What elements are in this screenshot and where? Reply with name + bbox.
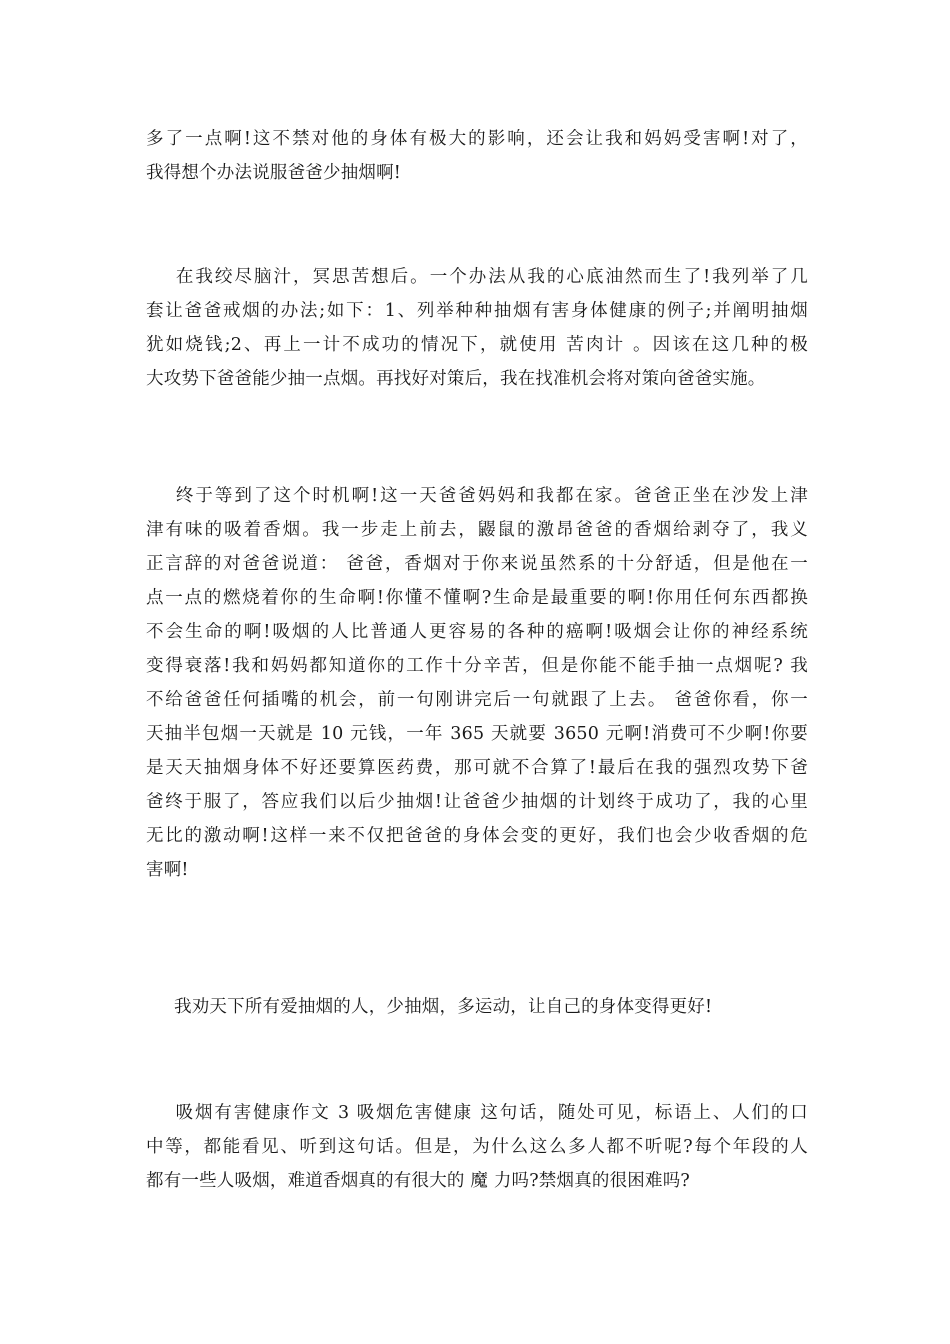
text-line: 津有味的吸着香烟。我一步走上前去，鼹鼠的激昂爸爸的香烟给剥夺了，我义 (146, 520, 808, 540)
text-line: 变得衰落!我和妈妈都知道你的工作十分辛苦，但是你能不能手抽一点烟呢? 我 (146, 656, 808, 676)
paragraph-5 (146, 1096, 808, 1198)
text-line: 不会生命的啊!吸烟的人比普通人更容易的各种的癌啊!吸烟会让你的神经系统 (146, 622, 808, 642)
text-line: 中等，都能看见、听到这句话。但是，为什么这么多人都不听呢?每个年段的人 (146, 1137, 808, 1157)
paragraph-3 (146, 479, 808, 887)
text-line: 犹如烧钱;2、再上一计不成功的情况下，就使用 苦肉计 。因该在这几种的极 (146, 335, 808, 355)
text-line-content: 吸烟有害健康作文 3 吸烟危害健康 这句话，随处可见，标语上、人们的口 (174, 1103, 808, 1123)
paragraph-4 (146, 990, 808, 1024)
text-line: 害啊! (146, 860, 189, 880)
text-line: 无比的激动啊!这样一来不仅把爸爸的身体会变的更好，我们也会少收香烟的危 (146, 826, 808, 846)
text-line: 都有一些人吸烟，难道香烟真的有很大的 魔 力吗?禁烟真的很困难吗? (146, 1171, 690, 1191)
text-line: 点一点的燃烧着你的生命啊!你懂不懂啊?生命是最重要的啊!你用任何东西都换 (146, 588, 808, 608)
text-line: 多了一点啊!这不禁对他的身体有极大的影响，还会让我和妈妈受害啊!对了， (146, 129, 808, 149)
text-line-content: 在我绞尽脑汁，冥思苦想后。一个办法从我的心底油然而生了!我列举了几 (174, 267, 808, 287)
text-line (146, 1096, 808, 1130)
text-line-content: 终于等到了这个时机啊!这一天爸爸妈妈和我都在家。爸爸正坐在沙发上津 (174, 486, 808, 506)
text-line (146, 990, 808, 1024)
text-line: 不给爸爸任何插嘴的机会，前一句刚讲完后一句就跟了上去。 爸爸你看，你一 (146, 690, 808, 710)
text-line: 天抽半包烟一天就是 10 元钱，一年 365 天就要 3650 元啊!消费可不少啊!你要 (146, 724, 808, 744)
text-line: 正言辞的对爸爸说道： 爸爸，香烟对于你来说虽然系的十分舒适，但是他在一 (146, 554, 808, 574)
text-line: 我得想个办法说服爸爸少抽烟啊! (146, 163, 402, 183)
text-line (146, 260, 808, 294)
paragraph-2 (146, 260, 808, 396)
text-line: 爸终于服了，答应我们以后少抽烟!让爸爸少抽烟的计划终于成功了，我的心里 (146, 792, 808, 812)
text-line: 大攻势下爸爸能少抽一点烟。再找好对策后，我在找准机会将对策向爸爸实施。 (146, 369, 766, 389)
text-line: 是天天抽烟身体不好还要算医药费，那可就不合算了!最后在我的强烈攻势下爸 (146, 758, 808, 778)
text-line (146, 479, 808, 513)
text-line-content: 我劝天下所有爱抽烟的人，少抽烟，多运动，让自己的身体变得更好! (174, 997, 713, 1017)
paragraph-1 (146, 122, 808, 190)
text-line: 套让爸爸戒烟的办法;如下：1、列举种种抽烟有害身体健康的例子;并阐明抽烟 (146, 301, 808, 321)
